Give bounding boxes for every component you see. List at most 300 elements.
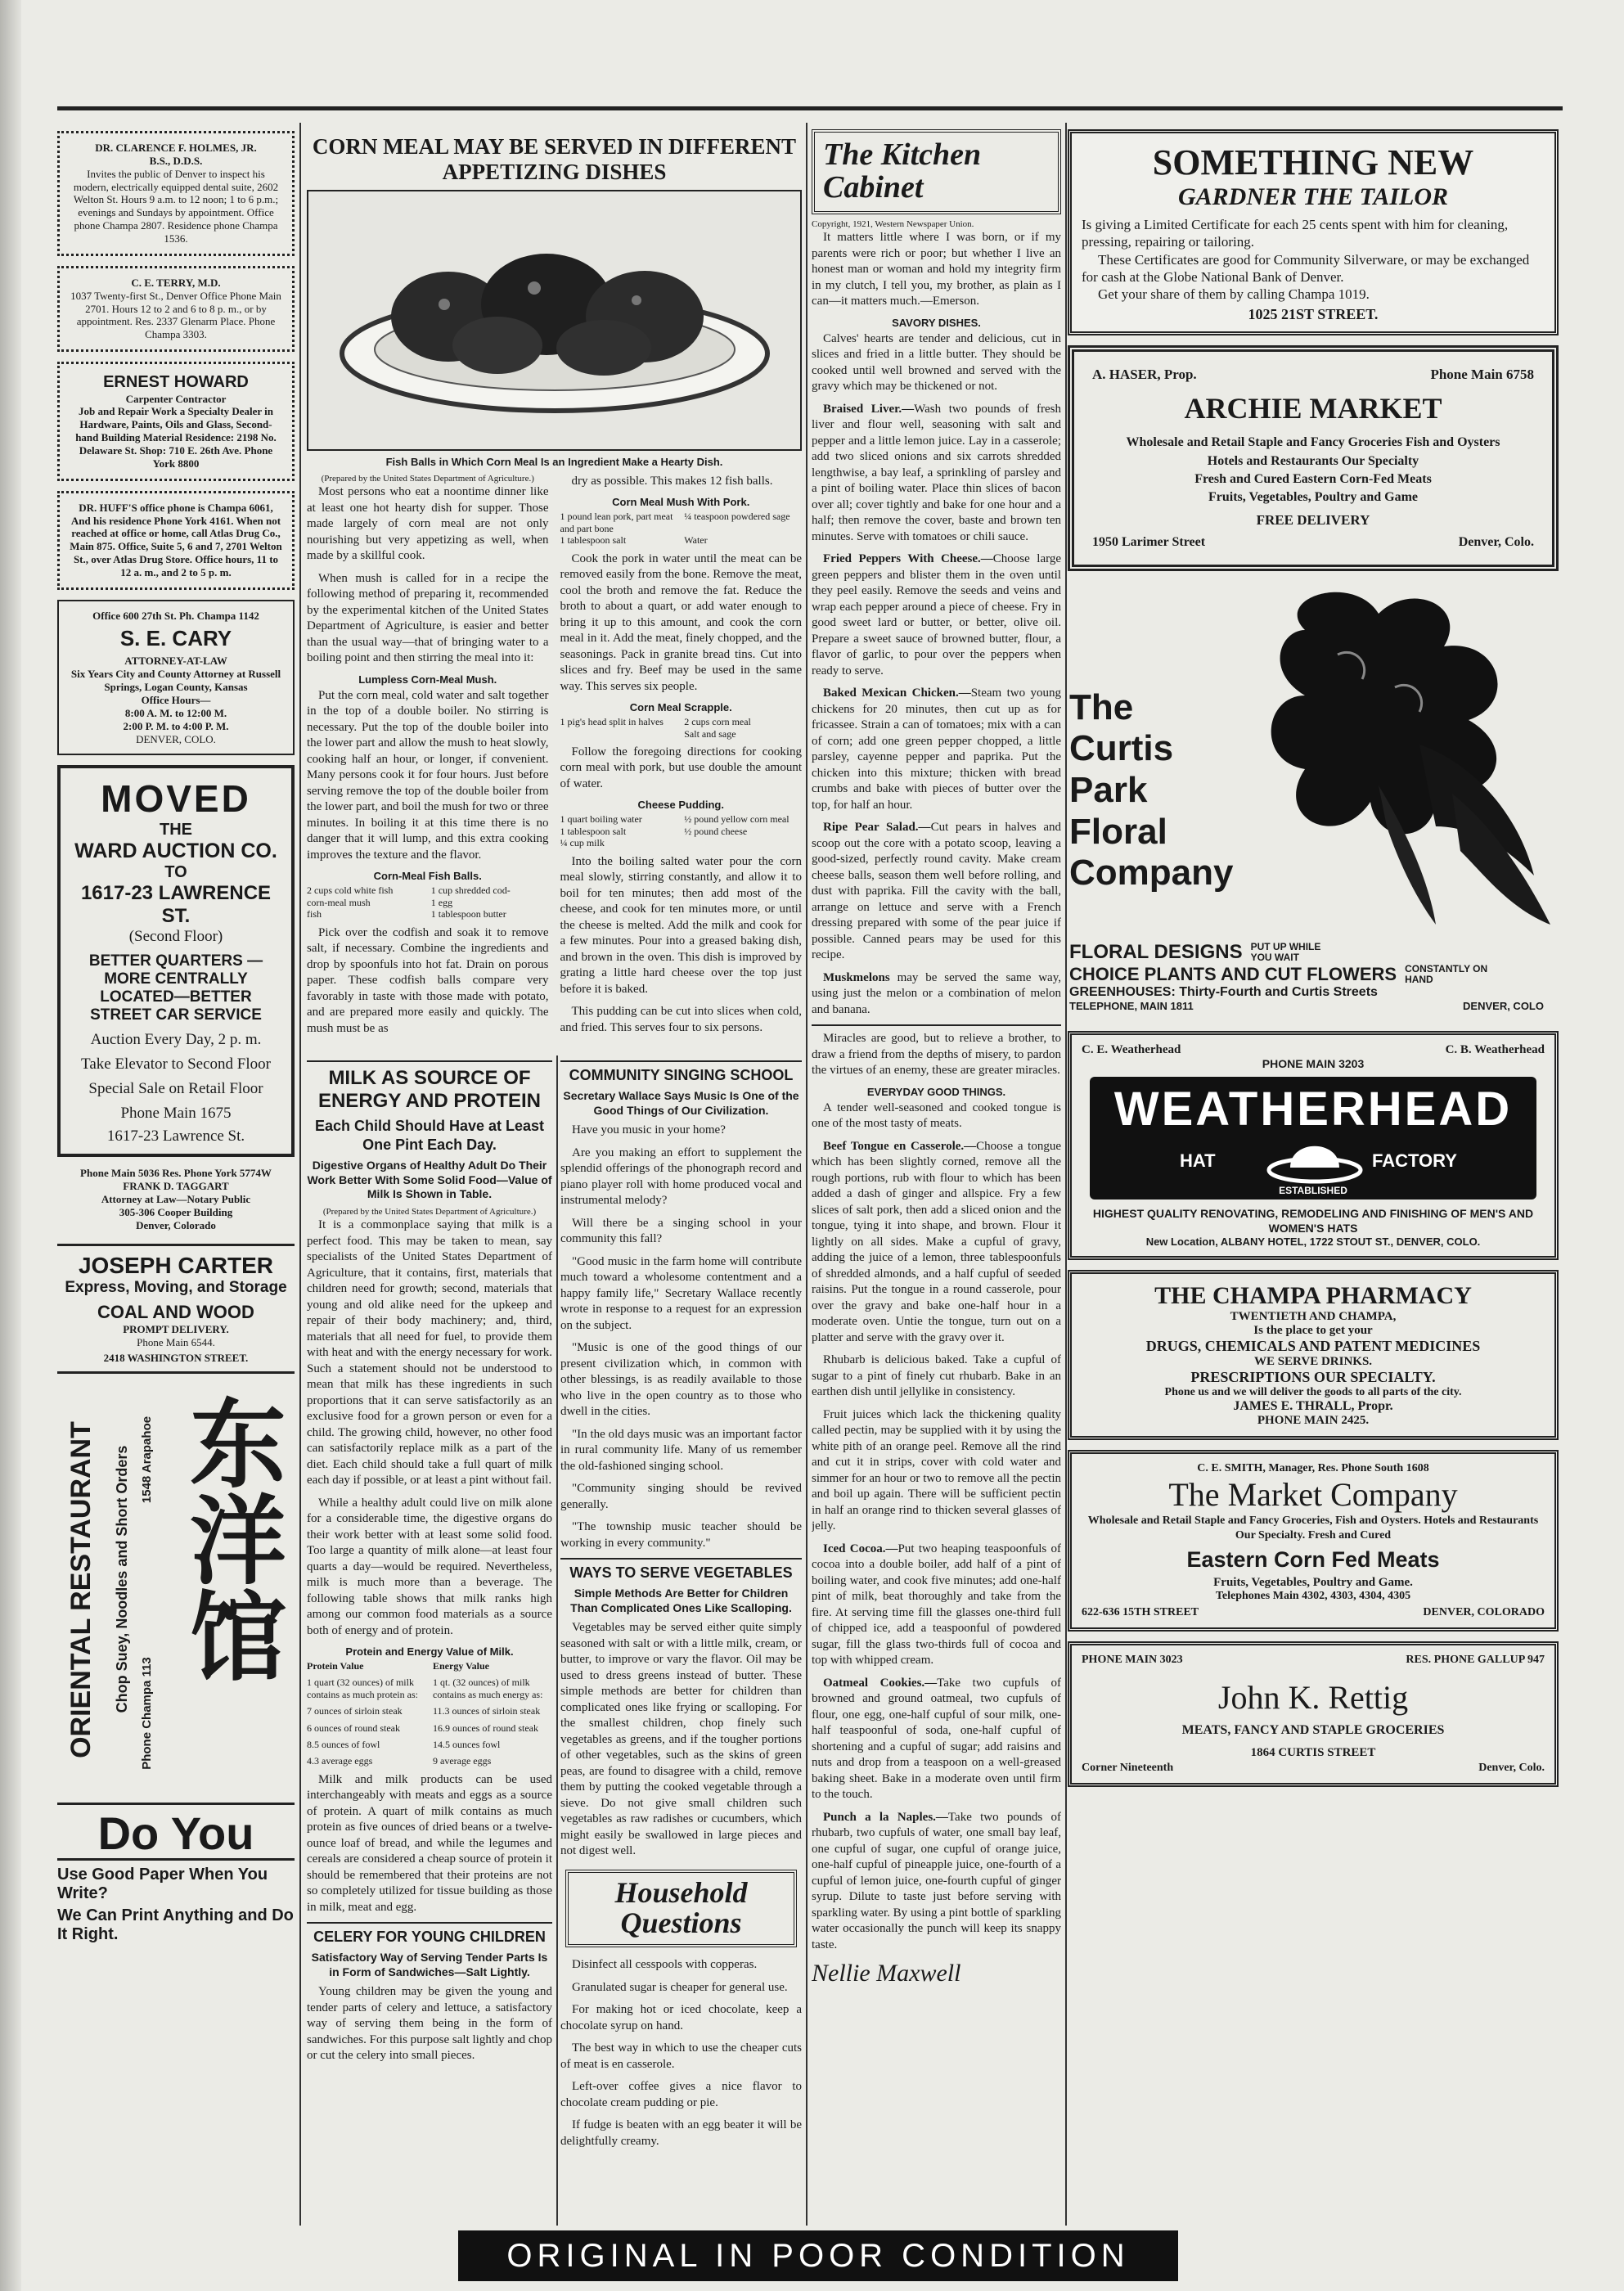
milk-table-cell: 8.5 ounces of fowl xyxy=(307,1739,380,1751)
corn-paragraph: Put the corn meal, cold water and salt together in the top of a double boiler. No stirring is necessary. Put the top of the double boiler into the lower part and allow the mush to heat slowly, cooking half an hour, or longer, if convenient. Many persons cook it for four hours. Just before serving remove the top of the double boiler from the lower part, and boil the mush for two or three minutes. In boiling it at this time there is no danger that it will lump, and this extra cooking improves the texture and the flavor. xyxy=(307,688,549,862)
milk-table-header xyxy=(307,1660,552,1672)
corn-recipe-title: Corn Meal Scrapple. xyxy=(629,701,732,714)
rettig-name: John K. Rettig xyxy=(1217,1678,1409,1716)
singing-paragraph: "Community singing should be revived generally. xyxy=(560,1482,802,1511)
kitchen-signature: Nellie Maxwell xyxy=(812,1960,961,1987)
corn-ingredients xyxy=(307,884,549,920)
corn-ingredient: Water xyxy=(684,534,708,547)
carter-line1: Express, Moving, and Storage xyxy=(65,1278,287,1296)
article-corn-meal xyxy=(307,129,802,1046)
carter-phone: Phone Main 6544. xyxy=(137,1335,215,1348)
milk-table-header-cell: Energy Value xyxy=(433,1660,490,1672)
kitchen-paragraph-text: Cut pears in halves and scoop out the core with a potato scoop, leaving a good-sized, perfectly round cavity. Make cream cheese balls, season them well before rolling, and dust with paprika. Fill the cavity with the ball, arrange on lettuce and serve with a French dressing prepared with some of the pear juice if possible. Canned pears may be used for this recipe. xyxy=(812,821,1061,962)
archie-bottom-row xyxy=(1092,535,1534,550)
market-l4: Telephones Main 4302, 4303, 4304, 4305 xyxy=(1215,1589,1411,1602)
milk-table-cell: 6 ounces of round steak xyxy=(307,1722,400,1734)
ad-market-company xyxy=(1068,1450,1559,1631)
corn-recipe-title: Corn-Meal Fish Balls. xyxy=(373,870,482,883)
weatherhead-established: ESTABLISHED xyxy=(1279,1184,1347,1196)
veg-headline: WAYS TO SERVE VEGETABLES xyxy=(569,1564,793,1581)
column-rule-3 xyxy=(806,123,808,2226)
singing-paragraph: "Music is one of the good things of our present civilization which, in common with other blessings, is as readily available to those who live in the open country as to those who dwell in the cities. xyxy=(560,1341,802,1418)
ad-terry xyxy=(57,266,295,352)
market-l2: Eastern Corn Fed Meats xyxy=(1186,1546,1440,1572)
kitchen-paragraph xyxy=(812,686,1061,813)
milk-paragraph-1: It is a commonplace saying that milk is a perfect food. This may be taken to mean, say specialists of the United States Department of Agriculture, that it contains, first, materials that children need for growth; second, materials that young and old alike need for the upkeep and repair of their body machinery; and, third, materials that all need for fuel, to provide them with heat and with the energy necessary for work. Such a statement should not be understood to mean that milk has these ingredients in such proportions that it can serve satisfactorily as an exclusive food for a grown person or even for a child. The growing child, however, no other food can satisfactorily replace milk as a part of the diet. Each child should take a full quart of milk each day if possible, or at least a pint without fail. xyxy=(307,1218,552,1488)
flower-bouquet-icon xyxy=(1256,581,1559,933)
moved-address: 1617-23 LAWRENCE ST. xyxy=(80,882,272,928)
curtis-plants-row xyxy=(1069,964,1544,985)
milk-table-cell: 9 average eggs xyxy=(433,1755,492,1767)
household-items xyxy=(560,1957,802,2149)
corn-ingredients xyxy=(560,511,803,546)
kitchen-paragraph xyxy=(812,820,1061,964)
ad-gardner-tailor xyxy=(1068,129,1559,335)
ad-john-rettig xyxy=(1068,1641,1559,1787)
ad-taggart xyxy=(57,1167,295,1231)
milk-table-cell: 14.5 ounces fowl xyxy=(433,1739,501,1751)
kitchen-paragraph xyxy=(812,551,1061,679)
corn-paragraph: Cook the pork in water until the meat can be removed easily from the bone. Remove the meat, cool the broth and remove the fat. Reduce the broth to about a quart, or add water enough to bring it up to this amount, and cook the corn meal in it. Add the meat, finely chopped, and the seasonings. Pack in granite bread tins. Cut into slices and fry. Beef may be used in the same way. This serves six people. xyxy=(560,551,802,693)
kitchen-title2: Cabinet xyxy=(823,169,924,205)
celery-sub: Satisfactory Way of Serving Tender Parts Is in Form of Sandwiches—Salt Lightly. xyxy=(311,1951,548,1978)
celery-headline: CELERY FOR YOUNG CHILDREN xyxy=(313,1929,546,1946)
rettig-city: Denver, Colo. xyxy=(1478,1761,1545,1774)
kitchen-paragraph xyxy=(812,1407,1061,1535)
kitchen-paragraph-lead: Iced Cocoa.— xyxy=(823,1542,898,1555)
milk-table-row xyxy=(307,1705,552,1717)
veg-paragraph-1: Vegetables may be served either quite simply seasoned with salt or with a little milk, cream, or butter, to improve or vary the flavor. Oil may be used to dress greens instead of butter. These simple methods are better for children than complicated ones like frying or scalloping. For the smallest children, chop finely such vegetables as greens, and if the tougher portions of other vegetables, such as the skins of green peas, are found to disagree with a child, remove them by putting the cooked vegetable through a sieve. Do not give small children such vegetables as raw radishes or cucumbers, which might easily be swallowed in large pieces and not digest well. xyxy=(560,1621,802,1857)
archie-top-row xyxy=(1092,367,1534,383)
singing-paragraph: Have you music in your home? xyxy=(572,1123,726,1136)
household-questions-banner xyxy=(565,1870,797,1948)
ad-huff xyxy=(57,491,295,590)
milk-top-rule xyxy=(307,1060,552,1062)
kitchen-paragraph-text: A tender well-seasoned and cooked tongue is one of the most tasty of meats. xyxy=(812,1100,1061,1131)
page-gutter xyxy=(0,0,21,2291)
kitchen-paragraph xyxy=(812,1542,1061,1669)
corn-ingredient: 1 cup shredded cod- xyxy=(430,884,511,897)
corn-ingredient: ½ pound yellow corn meal xyxy=(684,813,790,826)
champa-l4: WE SERVE DRINKS. xyxy=(1253,1355,1373,1369)
corn-ingredient: 1 egg xyxy=(430,896,453,908)
milk-table-row xyxy=(307,1677,552,1700)
singing-paragraph: Will there be a singing school in your community this fall? xyxy=(560,1216,802,1245)
ad-howard xyxy=(57,362,295,481)
column-kitchen-cabinet xyxy=(812,129,1061,2228)
singing-top-rule xyxy=(560,1060,802,1062)
corn-ingredient: ½ pound cheese xyxy=(684,825,748,837)
market-manager: C. E. SMITH, Manager, Res. Phone South 1608 xyxy=(1197,1462,1429,1475)
corn-ingredient: 1 pig's head split in halves xyxy=(560,716,664,728)
moved-auction: Auction Every Day, 2 p. m. xyxy=(90,1031,262,1049)
howard-title: Carpenter Contractor xyxy=(125,392,227,405)
corn-ingredient: ¼ teaspoon powdered sage xyxy=(684,511,790,523)
singing-headline: COMMUNITY SINGING SCHOOL xyxy=(569,1067,794,1083)
curtis-designs: FLORAL DESIGNS xyxy=(1069,940,1243,963)
gardner-title: SOMETHING NEW xyxy=(1152,142,1474,182)
curtis-l5: Company xyxy=(1069,853,1234,893)
weatherhead-n2: C. B. Weatherhead xyxy=(1445,1042,1545,1056)
curtis-hand: CONSTANTLY ON HAND xyxy=(1405,962,1488,985)
kitchen-paragraph xyxy=(812,970,1061,1019)
milk-table-cell: 16.9 ounces of round steak xyxy=(433,1722,538,1734)
carter-name: JOSEPH CARTER xyxy=(78,1252,274,1278)
moved-phone: Phone Main 1675 xyxy=(120,1105,232,1123)
milk-protein-table xyxy=(307,1660,552,1767)
archie-phone: Phone Main 6758 xyxy=(1430,367,1534,383)
kitchen-paragraph xyxy=(812,1100,1061,1132)
kitchen-paragraph-lead: Fried Peppers With Cheese.— xyxy=(823,552,993,566)
holmes-degree: B.S., D.D.S. xyxy=(149,154,203,167)
kitchen-quote: It matters little where I was born, or if my parents were rich or poor; but whether I live an honest man or woman and hold my integrity firm in my clutch, I tell you, my brother, as plain as I can—it matters much.—Emerson. xyxy=(812,231,1061,308)
corn-ingredients xyxy=(560,813,803,848)
celery-paragraph-1: Young children may be given the young and tender parts of celery and lettuce, a satisfactory way of serving them being in the form of sandwiches. For this purpose salt lightly and chop or cut the celery into small pieces. xyxy=(307,1985,552,2063)
kitchen-section1: SAVORY DISHES. xyxy=(892,316,981,329)
milk-table-row xyxy=(307,1755,552,1767)
weatherhead-location: New Location, ALBANY HOTEL, 1722 STOUT ST., DENVER, COLO. xyxy=(1145,1236,1481,1249)
kitchen-paragraph xyxy=(812,1676,1061,1803)
carter-address: 2418 WASHINGTON STREET. xyxy=(103,1352,249,1365)
archie-l2: Hotels and Restaurants Our Specialty xyxy=(1207,453,1419,468)
holmes-text: Invites the public of Denver to inspect his modern, electrically equipped dental suite, 2602 Welton St. Hours 9 a.m. to 12 noon; 1 to 6 p.m.; evenings and Sundays by appointment. Office phone Champa 2807. Residence phone Champa 1536. xyxy=(73,167,279,245)
curtis-designs-row xyxy=(1069,941,1544,964)
moved-better: BETTER QUARTERS —MORE CENTRALLY LOCATED—BETTER STREET CAR SERVICE xyxy=(88,952,263,1024)
kitchen-paragraph xyxy=(812,1810,1061,1954)
taggart-city: Denver, Colorado xyxy=(136,1218,216,1231)
curtis-plants: CHOICE PLANTS AND CUT FLOWERS xyxy=(1069,964,1397,984)
gardner-p1: Is giving a Limited Certificate for each 25 cents spent with him for cleaning, pressing, repairing or tailoring. xyxy=(1082,217,1509,250)
carter-line2: COAL AND WOOD xyxy=(97,1301,254,1322)
cary-title: ATTORNEY-AT-LAW xyxy=(124,655,227,668)
poor-condition-banner: ORIGINAL IN POOR CONDITION xyxy=(458,2230,1178,2281)
corn-paragraph: dry as possible. This makes 12 fish balls. xyxy=(571,474,773,488)
household-item: If fudge is beaten with an egg beater it will be delightfully creamy. xyxy=(560,2118,802,2148)
column-rule-2 xyxy=(556,1055,558,2226)
corn-ingredient xyxy=(560,728,678,740)
archie-l4: Fruits, Vegetables, Poultry and Game xyxy=(1208,490,1418,505)
household-item: Granulated sugar is cheaper for general use. xyxy=(572,1980,788,1994)
kitchen-miracle: Miracles are good, but to relieve a brother, to draw a friend from the depths of misery, to pardon the virtues of an enemy, these are greater miracles. xyxy=(812,1032,1061,1078)
rettig-bottom-row xyxy=(1082,1762,1545,1775)
taggart-phones: Phone Main 5036 Res. Phone York 5774W xyxy=(80,1167,272,1180)
moved-elevator: Take Elevator to Second Floor xyxy=(81,1055,271,1073)
kitchen-section2: EVERYDAY GOOD THINGS. xyxy=(866,1085,1006,1098)
howard-name: ERNEST HOWARD xyxy=(103,373,249,392)
champa-l5: PRESCRIPTIONS OUR SPECIALTY. xyxy=(1190,1369,1436,1386)
household-item: For making hot or iced chocolate, keep a chocolate syrup on hand. xyxy=(560,2003,802,2032)
gardner-name: GARDNER THE TAILOR xyxy=(1177,183,1449,210)
cary-city: DENVER, COLO. xyxy=(136,732,216,745)
corn-ingredient: corn-meal mush xyxy=(307,896,371,908)
ad-curtis-park-floral xyxy=(1068,581,1559,1023)
gardner-p3: Get your share of them by calling Champa 1019. xyxy=(1098,286,1370,302)
kitchen-paragraph-text: Choose large green peppers and blister them in the oven until they peel easily. Remove the seeds and veins and wrap each pepper around a piece of cheese. Fry in good sweet lard or butter, or better, olive oil. Prepare a sweet sauce of browned butter, flour, a flavor of garlic, to pour over the peppers when ready to serve. xyxy=(812,552,1061,677)
archie-l3: Fresh and Cured Eastern Corn-Fed Meats xyxy=(1194,472,1432,487)
veg-sub: Simple Methods Are Better for Children Than Complicated Ones Like Scalloping. xyxy=(570,1587,792,1614)
rettig-top-row xyxy=(1082,1654,1545,1667)
milk-table-row xyxy=(307,1739,552,1750)
cary-top: Office 600 27th St. Ph. Champa 1142 xyxy=(92,609,259,622)
curtis-details xyxy=(1069,941,1544,1012)
ad-cary xyxy=(57,600,295,756)
kitchen-paragraph-lead: Beef Tongue en Casserole.— xyxy=(823,1139,977,1153)
oriental-phone: Phone Champa 113 xyxy=(140,1657,154,1771)
huff-text: DR. HUFF'S office phone is Champa 6061, And his residence Phone York 4161. When not reached at office or home, call Atlas Drug Co., Main 875. Office, Suite 5, 6 and 7, 2701 Welton St., over Atlas Drug Store. Office hours, 11 to 12 a. m., and 2 to 5 p. m. xyxy=(70,501,282,579)
weatherhead-logo xyxy=(1090,1077,1536,1200)
singing-paragraph: "In the old days music was an important factor in rural community life. Many of us remember the old-fashioned singing school. xyxy=(560,1427,802,1473)
singing-body xyxy=(560,1123,802,1551)
fish-balls-plate-icon xyxy=(326,202,784,439)
curtis-l3: Park xyxy=(1069,770,1148,810)
curtis-name xyxy=(1069,687,1233,894)
corn-headline: CORN MEAL MAY BE SERVED IN DIFFERENT APPETIZING DISHES xyxy=(312,134,797,185)
curtis-l4: Floral xyxy=(1069,811,1167,852)
corn-paragraph: Pick over the codfish and soak it to remove salt, if necessary. Combine the ingredients and drop by spoonfuls into hot fat. Drain on porous paper. These codfish balls compare very favorably in taste with those made with potato, and are prepared more easily and quickly. The mush must be as xyxy=(307,925,549,1035)
kitchen-paragraph-text: Take two cupfuls of browned and ground oatmeal, two cupfuls of flour, one egg, one-half cupful of sour milk, one-half teaspoonful of soda, one-half cupful of shortening and a cupful of sugar; add raisins and nuts and drop from a teaspoon on a well-greased baking sheet. Bake in a moderate oven until firm to the touch. xyxy=(812,1676,1061,1802)
taggart-title: Attorney at Law—Notary Public xyxy=(101,1193,251,1206)
corn-ingredient: 1 tablespoon butter xyxy=(430,908,506,920)
cary-name: S. E. CARY xyxy=(119,625,232,650)
weatherhead-hat: HAT xyxy=(1180,1150,1216,1171)
corn-body xyxy=(307,474,802,1043)
curtis-telephone: TELEPHONE, MAIN 1811 xyxy=(1069,1000,1194,1013)
oriental-sub: Chop Suey, Noodles and Short Orders xyxy=(114,1445,130,1713)
moved-sale: Special Sale on Retail Floor xyxy=(88,1080,263,1098)
corn-column-right xyxy=(560,474,803,1043)
moved-to: TO xyxy=(164,863,187,882)
weatherhead-names-row xyxy=(1082,1043,1545,1057)
curtis-l1: The xyxy=(1069,686,1134,727)
kitchen-paragraph-lead: Oatmeal Cookies.— xyxy=(823,1676,938,1690)
milk-credit: (Prepared by the United States Department of Agriculture.) xyxy=(322,1206,537,1217)
ad-holmes xyxy=(57,131,295,256)
curtis-l2: Curtis xyxy=(1069,728,1174,769)
moved-floor: (Second Floor) xyxy=(128,928,223,946)
moved-the: THE xyxy=(160,821,192,839)
kitchen-paragraph xyxy=(812,402,1061,546)
veg-top-rule xyxy=(560,1558,802,1560)
kitchen-everyday-good-things xyxy=(812,1100,1061,1954)
column-singing-vegetables xyxy=(560,1055,802,2226)
doyou-line2: We Can Print Anything and Do It Right. xyxy=(57,1906,294,1944)
carter-line3: PROMPT DELIVERY. xyxy=(123,1322,229,1335)
champa-l6: Phone us and we will deliver the goods to all parts of the city. xyxy=(1164,1386,1462,1399)
kitchen-title1: The Kitchen xyxy=(823,137,982,172)
kitchen-paragraph-text: Calves' hearts are tender and delicious, cut in slices and fried in a little butter. They should be cooked until well browned and served with the gravy which may be thickened or not. xyxy=(812,331,1061,394)
rettig-corner: Corner Nineteenth xyxy=(1082,1761,1174,1774)
rettig-address: 1864 CURTIS STREET xyxy=(1250,1745,1376,1759)
corn-ingredient: 2 cups corn meal xyxy=(684,716,751,728)
singing-sub: Secretary Wallace Says Music Is One of the Good Things of Our Civilization. xyxy=(563,1089,799,1117)
milk-table-title: Protein and Energy Value of Milk. xyxy=(345,1645,514,1659)
corn-ingredient: 1 quart boiling water xyxy=(560,813,642,826)
market-address: 622-636 15TH STREET xyxy=(1082,1605,1199,1618)
market-bottom-row xyxy=(1082,1606,1545,1619)
milk-table-row xyxy=(307,1722,552,1734)
milk-sub2: Digestive Organs of Healthy Adult Do Their Work Better With Some Solid Food—Value of Milk Is Shown in Table. xyxy=(307,1159,552,1201)
milk-table-cell: 11.3 ounces of sirloin steak xyxy=(433,1705,541,1717)
weatherhead-phone: PHONE MAIN 3203 xyxy=(1262,1056,1365,1070)
corn-paragraph: Most persons who eat a noontime dinner like at least one hot hearty dish for supper. Those made largely of corn meal are not only nourishing but very appetizing as well, when made by a skillful cook. xyxy=(307,485,549,563)
kitchen-miracle-rule xyxy=(812,1024,1061,1026)
kitchen-paragraph-text: Choose a tongue which has been slightly corned, remove all the rough portions, rub with flour to which has been added a dash of ginger and allspice. Fry a few slices of salt pork, then add a sliced onion and the tongue, tying it into shape, and brown. Flour it lightly on all sides. Make a cupful of gravy, adding the juice of a lemon, three tablespoonfuls of shredded almonds, and a half cupful of seeded raisins. Put the tongue in a round casserole, pour over the gravy and bake one-half hour in a moderate oven. Untie the tongue, turn out on a platter and serve with the gravy over it. xyxy=(812,1139,1061,1344)
archie-name: ARCHIE MARKET xyxy=(1184,392,1442,425)
household-item: Left-over coffee gives a nice flavor to chocolate cream pudding or pie. xyxy=(560,2080,802,2109)
gardner-p2: These Certificates are good for Community Silverware, or may be exchanged for cash at the Globe National Bank of Denver. xyxy=(1082,251,1530,285)
ad-weatherhead xyxy=(1068,1031,1559,1260)
corn-paragraph: When mush is called for in a recipe the following method of preparing it, recommended by the experimental kitchen of the United States Department of Agriculture, is easier and better than the usual way—that of bringing water to a boiling point and then stirring the meal into it: xyxy=(307,571,549,665)
household-title2: Questions xyxy=(620,1906,742,1940)
kitchen-paragraph-text: Fruit juices which lack the thickening quality called pectin, may be supplied with it by using the white pith of an orange peel. Remove all the rind and cut it in strips, cover with cold water and simmer for an hour or two to remove all the pectin and boil up again. There will be sufficient pectin in half an orange rind to thicken several glasses of jelly. xyxy=(812,1407,1061,1533)
milk-table-header-cell: Protein Value xyxy=(307,1660,364,1672)
champa-l3: DRUGS, CHEMICALS AND PATENT MEDICINES xyxy=(1145,1338,1481,1355)
curtis-greenhouses: GREENHOUSES: Thirty-Fourth and Curtis Streets xyxy=(1069,985,1378,1000)
champa-l1: TWENTIETH AND CHAMPA, xyxy=(1230,1310,1397,1324)
kitchen-paragraph xyxy=(812,1139,1061,1347)
corn-ingredients xyxy=(560,716,803,740)
champa-l2: Is the place to get your xyxy=(1253,1324,1373,1338)
archie-prop: A. HASER, Prop. xyxy=(1092,367,1197,383)
market-city: DENVER, COLORADO xyxy=(1423,1605,1545,1618)
corn-photo xyxy=(307,190,802,451)
corn-recipe-title: Cheese Pudding. xyxy=(637,799,724,812)
kitchen-paragraph xyxy=(812,1353,1061,1401)
ad-carter xyxy=(57,1244,295,1375)
corn-column-left xyxy=(307,474,549,1043)
ad-do-you xyxy=(57,1803,295,1944)
holmes-name: DR. CLARENCE F. HOLMES, JR. xyxy=(95,142,257,154)
taggart-name: FRANK D. TAGGART xyxy=(123,1180,229,1193)
corn-ingredient: 1 pound lean pork, part meat and part bone xyxy=(560,511,673,534)
ad-archie-market xyxy=(1068,345,1559,571)
curtis-wait: PUT UP WHILE YOU WAIT xyxy=(1250,940,1321,963)
milk-table-cell: 1 quart (32 ounces) of milk contains as much protein as: xyxy=(307,1677,418,1700)
kitchen-paragraph-lead: Ripe Pear Salad.— xyxy=(823,821,931,835)
household-title1: Household xyxy=(614,1875,748,1909)
household-item: Disinfect all cesspools with copperas. xyxy=(572,1958,758,1972)
corn-recipe-title: Lumpless Corn-Meal Mush. xyxy=(358,673,497,686)
ad-ward-auction xyxy=(57,765,295,1157)
doyou-line1: Use Good Paper When You Write? xyxy=(57,1866,268,1903)
rettig-phone: PHONE MAIN 3023 xyxy=(1082,1653,1183,1666)
rettig-res: RES. PHONE GALLUP 947 xyxy=(1406,1653,1545,1666)
champa-prop: JAMES E. THRALL, Propr. xyxy=(1233,1399,1393,1414)
market-l1: Wholesale and Retail Staple and Fancy Groceries, Fish and Oysters. Hotels and Restaurants Our Specialty. Fresh and Cured xyxy=(1087,1515,1539,1542)
corn-ingredient: ¼ cup milk xyxy=(560,837,605,849)
doyou-title: Do You xyxy=(57,1810,295,1861)
cary-hours2: 2:00 P. M. to 4:00 P. M. xyxy=(123,719,229,732)
column-directory-ads xyxy=(57,131,295,2230)
corn-ingredient: Salt and sage xyxy=(684,727,736,740)
terry-text: 1037 Twenty-first St., Denver Office Phone Main 2701. Hours 12 to 2 and 6 to 8 p. m., or by appointment. Res. 2337 Glenarm Place. Phone Champa 3303. xyxy=(70,289,281,341)
market-l3: Fruits, Vegetables, Poultry and Game. xyxy=(1213,1575,1413,1589)
archie-city: Denver, Colo. xyxy=(1458,534,1534,549)
corn-credit: (Prepared by the United States Department of Agriculture.) xyxy=(321,473,534,484)
top-rule xyxy=(57,106,1563,110)
champa-name: THE CHAMPA PHARMACY xyxy=(1154,1282,1472,1310)
milk-sub1: Each Child Should Have at Least One Pint Each Day. xyxy=(314,1118,545,1153)
champa-phone: PHONE MAIN 2425. xyxy=(1257,1414,1370,1428)
rettig-l1: MEATS, FANCY AND STAPLE GROCERIES xyxy=(1181,1722,1445,1737)
oriental-address: 1548 Arapahoe xyxy=(140,1416,154,1504)
corn-ingredient: fish xyxy=(307,908,322,920)
kitchen-paragraph-text: may be served the same way, using just the melon or a combination of melon and banana. xyxy=(812,970,1061,1016)
article-milk xyxy=(307,1055,552,2226)
milk-table-cell: 1 qt. (32 ounces) of milk contains as much energy as: xyxy=(433,1677,543,1700)
cary-hours1: 8:00 A. M. to 12:00 M. xyxy=(124,706,227,719)
kitchen-paragraph-text: Take two pounds of rhubarb, two cupfuls of water, one small bay leaf, one cupful of sugar, one cupful of orange juice, one-half cupful of pineapple juice, one-fourth of a cupful of lemon juice, one-fourth cupful of ginger syrup. Dilute to taste just before serving with sparkling water. By using a pint bottle of sparkling water occasionally the punch will keep its snappy taste. xyxy=(812,1810,1061,1951)
corn-paragraph: Follow the foregoing directions for cooking corn meal with pork, but use double the amount of water. xyxy=(560,745,802,790)
oriental-name: ORIENTAL RESTAURANT xyxy=(65,1421,97,1759)
kitchen-paragraph-lead: Muskmelons xyxy=(823,970,897,984)
celery-top-rule xyxy=(307,1922,552,1924)
milk-table-cell: 7 ounces of sirloin steak xyxy=(307,1705,403,1717)
taggart-address: 305-306 Cooper Building xyxy=(119,1206,233,1219)
corn-paragraph: Into the boiling salted water pour the corn meal slowly, stirring constantly, and allow it to boil for ten minutes; then add most of the cheese, and cook for ten minutes more, or until the cheese is melted. Add the milk and cook for a few minutes. Pour into a greased baking dish, and brown in the oven. This dish is improved by grating a little hard cheese over the top just before it is baked. xyxy=(560,854,802,996)
curtis-city: DENVER, COLO xyxy=(1463,1000,1544,1013)
corn-recipe-title: Corn Meal Mush With Pork. xyxy=(612,496,750,509)
weatherhead-factory: FACTORY xyxy=(1372,1150,1457,1171)
hat-icon xyxy=(1266,1131,1364,1188)
corn-ingredient: 1 tablespoon salt xyxy=(560,534,627,547)
ad-oriental-restaurant xyxy=(57,1385,295,1794)
oriental-chinese-characters: 东洋馆 xyxy=(175,1393,282,1684)
archie-l1: Wholesale and Retail Staple and Fancy Groceries Fish and Oysters xyxy=(1126,435,1500,450)
weatherhead-quality: HIGHEST QUALITY RENOVATING, REMODELING AND FINISHING OF MEN'S AND WOMEN'S HATS xyxy=(1092,1206,1534,1235)
ad-champa-pharmacy xyxy=(1068,1270,1559,1440)
archie-delivery: FREE DELIVERY xyxy=(1256,511,1370,528)
milk-headline: MILK AS SOURCE OF ENERGY AND PROTEIN xyxy=(317,1067,542,1112)
milk-paragraph-2: While a healthy adult could live on milk alone for a considerable time, the digestive organs do their work better with at least some solid food. Too large a quantity of milk alone—at least four quarts a day—would be required. Nevertheless, milk is much more than a beverage. The following table shows that milk ranks high among our common food materials as a source both of energy and of protein. xyxy=(307,1496,552,1637)
singing-paragraph: "Good music in the farm home will contribute much toward a wholesome contentment and a happy family life," Secretary Wallace recently wrote in response to a request for an expression on the subject. xyxy=(560,1254,802,1332)
moved-company: WARD AUCTION CO. xyxy=(74,839,277,863)
terry-name: C. E. TERRY, M.D. xyxy=(131,276,221,289)
kitchen-copyright: Copyright, 1921, Western Newspaper Union. xyxy=(812,218,974,229)
kitchen-savory-dishes xyxy=(812,331,1061,1019)
moved-title: MOVED xyxy=(101,777,251,821)
singing-paragraph: "The township music teacher should be working in every community." xyxy=(560,1520,802,1550)
column-business-ads xyxy=(1068,129,1559,2228)
kitchen-paragraph-lead: Braised Liver.— xyxy=(823,402,915,416)
kitchen-paragraph-text: Rhubarb is delicious baked. Take a cupful of sugar to a pint of finely cut rhubarb. Bake in an earthen dish until jellylike in consistency. xyxy=(812,1353,1061,1399)
kitchen-cabinet-banner xyxy=(812,129,1061,214)
weatherhead-brand: WEATHERHEAD xyxy=(1113,1082,1513,1136)
kitchen-paragraph xyxy=(812,331,1061,395)
corn-ingredient xyxy=(684,837,802,848)
singing-paragraph: Are you making an effort to supplement the splendid offerings of the phonograph record and piano player roll with home produced vocal and instrumental melody? xyxy=(560,1146,802,1207)
kitchen-paragraph-lead: Baked Mexican Chicken.— xyxy=(823,686,971,700)
moved-address2: 1617-23 Lawrence St. xyxy=(106,1127,245,1146)
kitchen-paragraph-text: Put two heaping teaspoonfuls of cocoa into a double boiler, add half of a pint of boiling water, and cook five minutes; add one-half pint of milk, beat thoroughly and take from the fire. At serving time fill the glasses one-third full of chipped ice, add a teaspoonful of powdered sugar, fill the glass two-thirds full of cocoa and top with whipped cream. xyxy=(812,1542,1061,1668)
curtis-bottom-row xyxy=(1069,1000,1544,1012)
kitchen-paragraph-text: Steam two young chickens for 20 minutes, then cut up as for fricassee. Strain a can of tomatoes; mix with a can of corn; add one green pepper chopped, a little parsley, cayenne pepper and paprika. Put the chicken into this mixture; thicken with bread crumbs and bake with pieces of butter over the top, for half an hour. xyxy=(812,686,1061,812)
column-rule-4 xyxy=(1065,123,1067,2226)
corn-ingredient: 2 cups cold white fish xyxy=(307,884,394,897)
household-item: The best way in which to use the cheaper cuts of meat is en casserole. xyxy=(560,2041,802,2071)
kitchen-paragraph-lead: Punch a la Naples.— xyxy=(823,1810,948,1824)
cary-hours-label: Office Hours— xyxy=(141,694,211,707)
market-name: The Market Company xyxy=(1168,1476,1458,1514)
gardner-address: 1025 21ST STREET. xyxy=(1248,306,1379,323)
column-rule-1 xyxy=(299,123,301,2226)
milk-table-cell: 4.3 average eggs xyxy=(307,1755,373,1767)
kitchen-paragraph-text: Wash two pounds of fresh liver and flour well, seasoning with salt and pepper and a little lemon juice. Lay in a casserole; add two sliced onions and six carrots shredded lengthwise, a bay leaf, a sprinkling of parsley and a pint of boiling water. Place thin slices of bacon over all; cover tightly and bake for one hour and a half; then remove the cover, baste and brown ten minutes. Serve with tomatoes or chili sauce. xyxy=(812,402,1061,543)
corn-paragraph: This pudding can be cut into slices when cold, and fried. This serves four to six persons. xyxy=(560,1005,802,1034)
cary-text: Six Years City and County Attorney at Russell Springs, Logan County, Kansas xyxy=(70,668,281,694)
corn-ingredient: 1 tablespoon salt xyxy=(560,825,627,837)
corn-caption: Fish Balls in Which Corn Meal Is an Ingredient Make a Hearty Dish. xyxy=(385,456,723,469)
